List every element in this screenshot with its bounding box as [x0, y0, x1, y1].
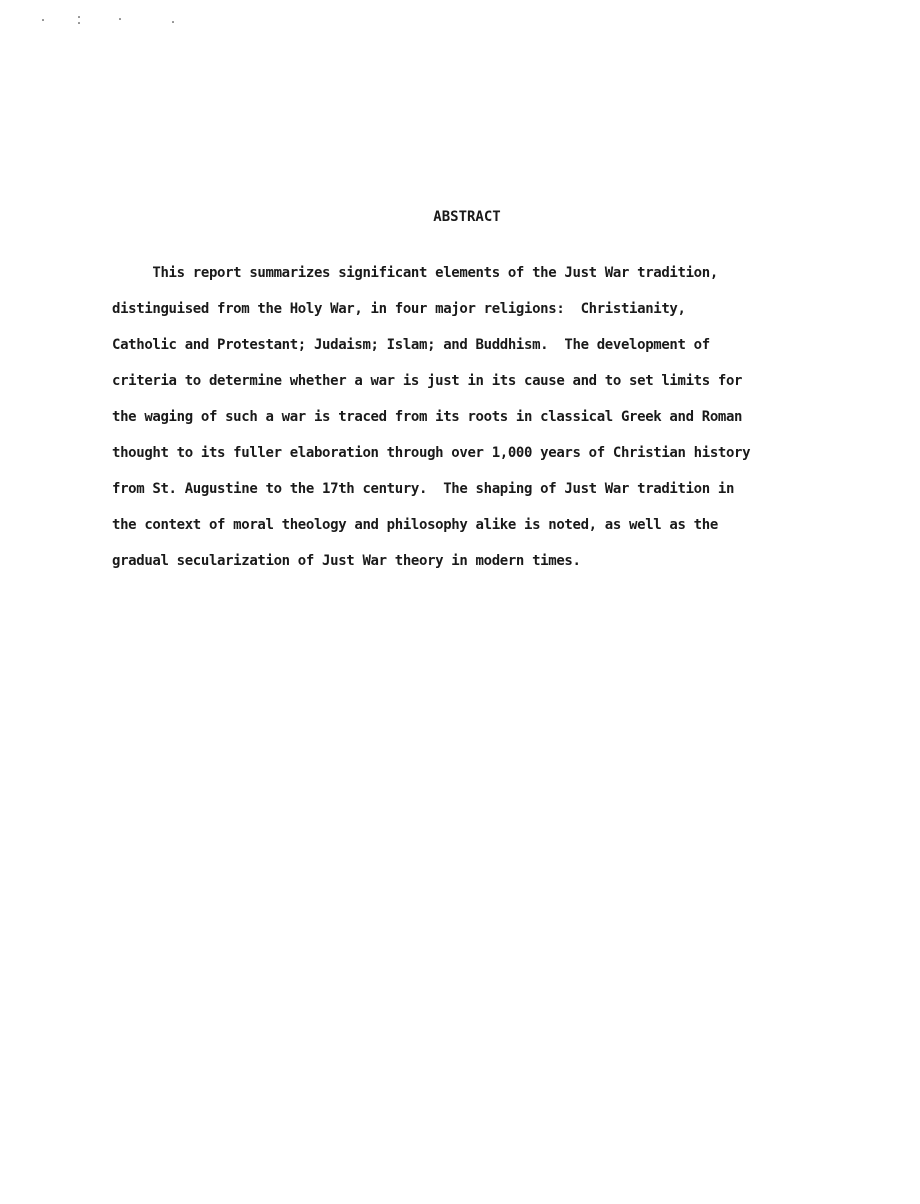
scan-speck	[119, 18, 121, 20]
abstract-heading: ABSTRACT	[433, 209, 501, 225]
scan-speck	[42, 19, 44, 21]
scan-speck	[78, 22, 80, 24]
abstract-line-6: thought to its fuller elaboration through over 1,000 years of Christian history	[112, 445, 751, 461]
scan-speck	[172, 21, 174, 23]
abstract-line-1: This report summarizes significant elements of the Just War tradition,	[112, 265, 718, 281]
abstract-line-3: Catholic and Protestant; Judaism; Islam; and Buddhism. The development of	[112, 337, 710, 353]
abstract-line-5: the waging of such a war is traced from its roots in classical Greek and Roman	[112, 409, 743, 425]
abstract-line-9: gradual secularization of Just War theory in modern times.	[112, 553, 581, 569]
abstract-line-8: the context of moral theology and philosophy alike is noted, as well as the	[112, 517, 718, 533]
scan-speck	[78, 16, 80, 18]
abstract-line-2: distinguised from the Holy War, in four major religions: Christianity,	[112, 301, 686, 317]
abstract-line-4: criteria to determine whether a war is just in its cause and to set limits for	[112, 373, 743, 389]
abstract-paragraph	[112, 263, 832, 587]
abstract-line-7: from St. Augustine to the 17th century. The shaping of Just War tradition in	[112, 481, 735, 497]
